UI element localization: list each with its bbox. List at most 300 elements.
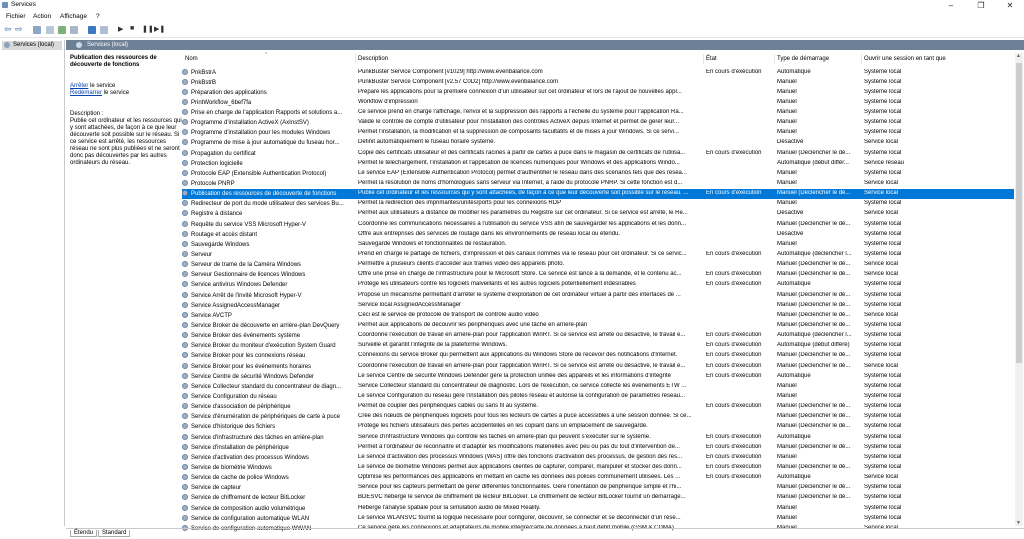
service-startup-type: Automatique (déclencher l... [777, 251, 852, 258]
gear-icon [76, 42, 82, 48]
service-logon-as: Système local [864, 342, 902, 349]
table-row[interactable] [182, 87, 1014, 97]
service-startup-type: Manuel (Déclencher le dé... [777, 261, 851, 268]
restart-service-link[interactable]: Redémarrer [70, 90, 103, 96]
service-description: Sauvegarde Windows et fonctionnalités de restauration. [358, 240, 507, 247]
service-gear-icon [182, 79, 188, 85]
service-name-cell [182, 89, 354, 96]
service-status: En cours d'exécution [706, 474, 762, 481]
service-description: Le service Configuration du réseau gère l'installation des pilotes réseau et autorise la configuration de paramètres réseau... [358, 393, 686, 399]
service-startup-type: Manuel (Déclencher le dé... [777, 190, 851, 197]
service-description: PunkBuster Service Component [v2.57 C0D2] http://www.evenbalance.com [358, 78, 559, 85]
service-startup-type: Manuel [777, 453, 797, 460]
table-row[interactable] [182, 209, 1014, 219]
service-logon-as: Système local [864, 68, 902, 75]
table-row[interactable] [182, 168, 1014, 178]
service-name: Service de configuration automatique WLAN [191, 515, 310, 522]
service-status: En cours d'exécution [706, 443, 762, 450]
description-pane [70, 55, 182, 167]
description-label: Description : [70, 111, 104, 117]
sort-ascending-icon: ^ [265, 52, 268, 58]
service-gear-icon [182, 109, 188, 115]
service-name-cell [182, 505, 354, 512]
table-row[interactable] [182, 321, 1014, 331]
service-logon-as: Service local [864, 180, 899, 187]
stop-service-link[interactable]: Arrêter [70, 83, 89, 89]
service-name: Service Centre de sécurité Windows Defender [191, 373, 315, 380]
service-logon-as: Système local [864, 149, 902, 156]
column-divider[interactable] [703, 54, 704, 64]
service-description: Publie cet ordinateur et les ressources qui y sont attachées, de façon à ce que leur découverte soit possible sur le réseau. ... [358, 190, 689, 197]
service-startup-type: Automatique (déclencher l... [777, 332, 852, 339]
service-gear-icon [182, 373, 188, 379]
table-row[interactable] [182, 402, 1014, 412]
menu-fichier[interactable]: Fichier [6, 13, 26, 20]
service-name: Redirecteur de port du mode utilisateur des services Bu... [191, 201, 344, 208]
service-name: Service d'historique des fichiers [191, 424, 276, 431]
service-logon-as: Service local [864, 311, 899, 318]
service-startup-type: Désactivé [777, 210, 804, 217]
service-description: Coordonne les communications nécessaires à l'utilisation du service VSS afin de sauvegarder les applications et les donn... [358, 220, 686, 227]
service-name: Routage et accès distant [191, 231, 258, 238]
service-gear-icon [182, 129, 188, 135]
table-row[interactable] [182, 442, 1014, 452]
forward-arrow-icon[interactable]: ⇨ [15, 24, 23, 34]
service-name-cell [182, 241, 354, 248]
service-description: Permet le téléchargement, l'installation et l'application de licences numériques pour Windows et des applications Windo... [358, 159, 680, 166]
service-startup-type: Désactivé [777, 230, 804, 237]
service-logon-as: Système local [864, 281, 902, 288]
vertical-scrollbar[interactable] [1015, 53, 1023, 526]
service-status: En cours d'exécution [706, 433, 762, 440]
scrollbar-thumb[interactable] [1016, 63, 1022, 363]
service-name: Programme de mise à jour automatique du fuseau hor... [191, 140, 340, 147]
service-startup-type: Manuel (Déclencher le dé... [777, 463, 851, 470]
service-logon-as: Système local [864, 372, 902, 379]
service-gear-icon [182, 190, 188, 196]
service-name: Service de chiffrement de lecteur BitLocker [191, 495, 306, 502]
service-description: Le service de biométrie Windows permet aux applications clientes de capturer, comparer, manipuler et stocker des donn... [358, 463, 682, 470]
column-divider[interactable] [355, 54, 356, 64]
service-description: Prépare les applications pour la première connexion d'un utilisateur sur cet ordinateur et lors de l'ajout de nouvelles appl... [358, 88, 682, 95]
service-gear-icon [182, 150, 188, 156]
service-status: En cours d'exécution [706, 453, 762, 460]
table-row[interactable] [182, 483, 1014, 493]
service-name: Service de capteur [191, 485, 242, 492]
selected-service-title: Publication des ressources de découverte de fonctions [70, 55, 157, 68]
service-name: Service Broker de découverte en arrière-plan DevQuery [191, 323, 340, 330]
service-logon-as: Service local [864, 190, 899, 197]
table-row[interactable] [182, 361, 1014, 371]
services-table [182, 67, 1014, 533]
service-logon-as: Système local [864, 200, 902, 207]
table-row[interactable] [182, 432, 1014, 442]
service-logon-as: Système local [864, 78, 902, 85]
service-startup-type: Manuel (Déclencher le dé... [777, 322, 851, 329]
service-description: Héberge l'analyse spatiale pour la simulation audio de Mixed Reality. [358, 504, 541, 511]
service-name: Service AssignedAccessManager [191, 302, 281, 309]
service-description: Ce service prend en charge l'affichage, l'envoi et la suppression des rapports à l'échelle du système pour l'application Ra... [358, 109, 684, 116]
service-name: Registre à distance [191, 211, 243, 218]
service-description: Permettre à plusieurs clients d'accéder aux trames vidéo des appareils photo. [358, 261, 565, 268]
service-description: Service Collecteur standard du concentrateur de diagnostic. Lors de l'exécution, ce service collecte les événements ETW ... [358, 382, 687, 389]
table-row[interactable] [182, 118, 1014, 128]
service-name-cell [182, 69, 354, 76]
service-description: Copie des certificats utilisateur et des certificats racines à partir de cartes à puce dans le magasin de certificats de l'utilisa... [358, 149, 686, 156]
service-status: En cours d'exécution [706, 342, 762, 349]
service-gear-icon [182, 160, 188, 166]
table-row[interactable] [182, 158, 1014, 168]
service-name: Service de cache de police Windows [191, 475, 289, 482]
service-startup-type: Manuel [777, 200, 797, 207]
service-logon-as: Système local [864, 88, 902, 95]
service-gear-icon [182, 302, 188, 308]
service-description: Offre aux entreprises des services de routage dans les environnements de réseau local ou étendu. [358, 230, 621, 237]
table-row[interactable] [182, 128, 1014, 138]
service-logon-as: Système local [864, 240, 902, 247]
help-icon[interactable] [88, 26, 96, 34]
service-name-cell [182, 139, 354, 146]
service-gear-icon [182, 210, 188, 216]
table-row[interactable] [182, 250, 1014, 260]
service-name-cell [182, 79, 354, 86]
table-row[interactable] [182, 493, 1014, 503]
service-status: En cours d'exécution [706, 372, 762, 379]
service-name-cell [182, 200, 354, 207]
service-name-cell [182, 251, 354, 258]
service-status: En cours d'exécution [706, 190, 762, 197]
service-name-cell [182, 423, 354, 430]
service-startup-type: Manuel [777, 169, 797, 176]
table-row[interactable] [182, 77, 1014, 87]
table-row[interactable] [182, 67, 1014, 77]
service-logon-as: Système local [864, 393, 902, 399]
pause-icon[interactable]: ❚❚ [142, 26, 154, 33]
table-row[interactable] [182, 513, 1014, 523]
service-description: Protège les fichiers utilisateurs des pertes accidentelles en les copiant dans un emplacement de sauvegarde. [358, 423, 648, 430]
service-description: Permet à l'ordinateur de reconnaître et d'adapter les modifications matérielles avec peu ou pas du tout d'intervention de... [358, 443, 680, 450]
table-row[interactable] [182, 138, 1014, 148]
service-description: Protège les utilisateurs contre les logiciels malveillants et les autres logiciels potentiellement indésirables [358, 281, 636, 288]
services-app-icon [2, 2, 8, 8]
table-row[interactable] [182, 239, 1014, 249]
service-gear-icon [182, 200, 188, 206]
service-startup-type: Manuel (Déclencher le dé... [777, 362, 851, 369]
menu-affichage[interactable]: Affichage [60, 13, 87, 20]
service-name-cell [182, 454, 354, 461]
service-gear-icon [182, 322, 188, 328]
service-logon-as: Système local [864, 504, 902, 511]
service-name-cell [182, 494, 354, 501]
service-logon-as: Système local [864, 484, 902, 491]
service-startup-type: Manuel (Déclencher le dé... [777, 271, 851, 278]
service-description: Coordonne l'exécution de travail en arrière-plan pour l'application WinRT. Si ce service est arrêté ou désactivé, le travail e... [358, 332, 686, 339]
service-logon-as: Service local [864, 271, 899, 278]
service-status: En cours d'exécution [706, 149, 762, 156]
service-name-cell [182, 271, 354, 278]
service-status: En cours d'exécution [706, 68, 762, 75]
service-name: Service d'activation des processus Windows [191, 454, 309, 461]
service-name: Service d'infrastructure des tâches en arrière-plan [191, 434, 324, 441]
service-startup-type: Manuel [777, 129, 797, 136]
service-name: Service Broker pour les événements horaires [191, 363, 312, 370]
service-name-cell [182, 383, 354, 390]
service-name-cell [182, 129, 354, 136]
service-name-cell [182, 464, 354, 471]
restart-icon[interactable]: ▶❚ [154, 26, 166, 33]
menu-action[interactable]: Action [33, 13, 52, 20]
column-divider[interactable] [861, 54, 862, 64]
service-startup-type: Manuel [777, 504, 797, 511]
view-icon[interactable] [100, 26, 108, 34]
service-gear-icon [182, 474, 188, 480]
service-gear-icon [182, 423, 188, 429]
service-gear-icon [182, 434, 188, 440]
service-startup-type: Automatique [777, 433, 811, 440]
service-description: Propose un mécanisme permettant d'arrêter le système d'exploitation de cet ordinateur virtuel à partir des interfaces de ... [358, 291, 681, 298]
service-description: Prend en charge le partage de fichiers, d'impression et des canaux nommés via le réseau pour cet ordinateur. Si ce servic... [358, 251, 687, 258]
service-name: PnkBstrB [191, 79, 217, 86]
service-name: Service Broker pour les connexions réseau [191, 353, 306, 360]
table-row[interactable] [182, 473, 1014, 483]
service-startup-type: Manuel [777, 382, 797, 389]
service-name: Service d'installation de périphérique [191, 444, 289, 451]
service-gear-icon [182, 139, 188, 145]
service-logon-as: Système local [864, 109, 902, 116]
service-description: Workflow d'impression [358, 98, 418, 105]
scroll-up-icon[interactable]: ▲ [1016, 53, 1021, 59]
service-gear-icon [182, 231, 188, 237]
table-row[interactable] [182, 270, 1014, 280]
stop-icon[interactable]: ■ [130, 25, 135, 32]
service-logon-as: Système local [864, 291, 902, 298]
service-name-cell [182, 150, 354, 157]
service-description: Permet l'installation, la modification et la suppression de composants facultatifs et de mises à jour Windows. Si ce servi... [358, 129, 679, 136]
service-name: Service antivirus Windows Defender [191, 282, 288, 289]
service-gear-icon [182, 251, 188, 257]
service-name-cell [182, 170, 354, 177]
service-gear-icon [182, 261, 188, 267]
service-name: Service Collecteur standard du concentrateur de diagn... [191, 383, 342, 390]
service-name-cell [182, 261, 354, 268]
table-row[interactable] [182, 108, 1014, 118]
service-status: En cours d'exécution [706, 362, 762, 369]
service-description: BDESVC héberge le service de chiffrement de lecteur BitLocker. Le chiffrement de lecteur BitLocker fournit un démarrage... [358, 494, 686, 501]
service-description: Le service WLANSVC fournit la logique nécessaire pour configurer, découvrir, se connecter et se déconnecter d'un rése... [358, 514, 681, 521]
table-row[interactable] [182, 97, 1014, 107]
service-name: Service de configuration automatique WWAN [191, 525, 312, 532]
service-gear-icon [182, 352, 188, 358]
service-gear-icon [182, 292, 188, 298]
scroll-down-icon[interactable]: ▼ [1016, 520, 1021, 526]
service-startup-type: Automatique [777, 281, 811, 288]
service-startup-type: Automatique [777, 474, 811, 481]
close-button[interactable]: ✕ [1006, 1, 1014, 10]
service-logon-as: Système local [864, 332, 902, 339]
column-header-name[interactable]: Nom [185, 56, 198, 62]
service-logon-as: Service local [864, 139, 899, 146]
service-name: Requête du service VSS Microsoft Hyper-V [191, 221, 307, 228]
tree-item-label: Services (local) [13, 42, 55, 48]
gear-icon [4, 42, 10, 48]
service-name: Service Arrêt de l'invité Microsoft Hyper-V [191, 292, 302, 299]
table-row[interactable] [182, 300, 1014, 310]
service-startup-type: Manuel (Déclencher le dé... [777, 220, 851, 227]
title-bar [0, 0, 1024, 11]
service-gear-icon [182, 281, 188, 287]
service-logon-as: Système local [864, 301, 902, 308]
service-logon-as: Système local [864, 230, 902, 237]
menu-bar [0, 12, 1024, 22]
table-row[interactable] [182, 148, 1014, 158]
service-description: Le service EAP (Extensible Authentication Protocol) permet d'authentifier le réseau dans des scénarios tels que des résea... [358, 169, 687, 176]
tab-standard[interactable]: Standard [98, 530, 130, 537]
console-tree [0, 40, 65, 526]
service-description: Surveille et garantit l'intégrité de la plateforme Windows. [358, 342, 508, 349]
table-row[interactable] [182, 371, 1014, 381]
service-gear-icon [182, 342, 188, 348]
service-startup-type: Automatique (début différé) [777, 342, 850, 349]
service-logon-as: Système local [864, 129, 902, 136]
service-gear-icon [182, 444, 188, 450]
table-row[interactable] [182, 189, 1014, 199]
service-name-cell [182, 515, 354, 522]
toolbar [0, 23, 1024, 38]
service-gear-icon [182, 515, 188, 521]
service-logon-as: Service local [864, 524, 899, 531]
tree-item-services-local[interactable] [2, 41, 62, 50]
service-startup-type: Manuel (Déclencher le dé... [777, 403, 851, 410]
table-row[interactable] [182, 452, 1014, 462]
service-logon-as: Système local [864, 220, 902, 227]
console-tree-icon[interactable] [33, 26, 41, 34]
service-name: Programme d'installation pour les modules Windows [191, 130, 331, 137]
service-startup-type: Manuel (Déclencher le dé... [777, 301, 851, 308]
table-row[interactable] [182, 310, 1014, 320]
service-name: Propagation du certificat [191, 150, 256, 157]
table-row[interactable] [182, 462, 1014, 472]
restart-suffix: le service [102, 90, 130, 96]
service-description: Permet la résolution de noms d'homologues sans serveur via Internet, à l'aide du protocole PNRP. Si cette fonction est d... [358, 180, 683, 187]
table-row[interactable] [182, 179, 1014, 189]
properties-icon[interactable] [46, 26, 54, 34]
export-list-icon[interactable] [70, 26, 78, 34]
service-name-cell [182, 332, 354, 339]
service-startup-type: Automatique (début différ... [777, 159, 849, 166]
service-startup-type: Manuel (Déclencher le dé... [777, 311, 851, 318]
service-name: Service de composition audio volumétrique [191, 505, 306, 512]
menu-help[interactable]: ? [96, 13, 100, 20]
table-row[interactable] [182, 341, 1014, 351]
service-name-cell [182, 484, 354, 491]
service-description: Connexions du service Broker qui permettent aux applications du Windows Store de recevoir des notifications d'Internet. [358, 352, 678, 359]
table-row[interactable] [182, 392, 1014, 402]
service-gear-icon [182, 484, 188, 490]
refresh-icon[interactable] [58, 26, 66, 34]
service-startup-type: Manuel [777, 240, 797, 247]
service-name-cell [182, 119, 354, 126]
service-name: Serveur Gestionnaire de licences Windows [191, 272, 306, 279]
service-name-cell [182, 474, 354, 481]
column-divider[interactable] [774, 54, 775, 64]
service-gear-icon [182, 403, 188, 409]
table-row[interactable] [182, 503, 1014, 513]
service-description: Permet de coupler des périphériques câblés ou sans fil au système. [358, 403, 539, 410]
table-row[interactable] [182, 351, 1014, 361]
column-header-status[interactable]: État [706, 56, 717, 62]
table-row[interactable] [182, 199, 1014, 209]
service-name: Service d'énumération de périphériques de carte à puce [191, 414, 340, 421]
panel-header-title: Services (local) [87, 41, 129, 48]
table-row[interactable] [182, 280, 1014, 290]
service-logon-as: Système local [864, 453, 902, 460]
back-arrow-icon[interactable]: ⇦ [4, 24, 12, 34]
service-startup-type: Manuel (Déclencher le dé... [777, 352, 851, 359]
service-name-cell [182, 322, 354, 329]
service-startup-type: Manuel (Déclencher le dé... [777, 413, 851, 420]
table-row[interactable] [182, 412, 1014, 422]
table-row[interactable] [182, 422, 1014, 432]
table-row[interactable] [182, 229, 1014, 239]
service-gear-icon [182, 413, 188, 419]
table-row[interactable] [182, 260, 1014, 270]
play-icon[interactable]: ▶ [118, 26, 124, 33]
service-logon-as: Système local [864, 514, 902, 521]
table-row[interactable] [182, 290, 1014, 300]
service-name: PnkBstrA [191, 69, 217, 76]
maximize-button[interactable]: ❐ [977, 1, 985, 10]
service-description: Service pour les capteurs permettant de gérer différentes fonctionnalités. Gère l'orientation de périphérique simple et l'hi... [358, 484, 682, 491]
service-logon-as: Système local [864, 382, 902, 389]
service-startup-type: Manuel [777, 524, 797, 531]
service-gear-icon [182, 180, 188, 186]
column-header-description[interactable]: Description [358, 56, 389, 62]
service-status: En cours d'exécution [706, 281, 762, 288]
service-gear-icon [182, 505, 188, 511]
service-startup-type: Manuel (Déclencher le dé... [777, 494, 851, 501]
service-name-cell [182, 352, 354, 359]
table-row[interactable] [182, 219, 1014, 229]
tab-extended[interactable]: Étendu [70, 530, 97, 537]
service-description: Permet aux applications de découvrir les périphériques avec une tâche en arrière-plan [358, 322, 588, 329]
service-name-cell [182, 373, 354, 380]
service-description: Service d'infrastructure Windows qui contrôle les tâches en arrière-plan qui peuvent s'exécuter sur le système. [358, 433, 651, 440]
service-name: Sauvegarde Windows [191, 241, 250, 248]
service-description: Crée des nœuds de périphériques logiciels pour tous les lecteurs de cartes à puce accessibles à une session donnée. Si ce... [358, 413, 692, 420]
service-logon-as: Système local [864, 413, 902, 420]
service-logon-as: Système local [864, 322, 902, 329]
panel-header [66, 40, 1024, 50]
service-description: Le service d'activation des processus Windows (WAS) offre des fonctions d'activation des processus, de gestion des res... [358, 453, 683, 460]
column-header-logon-as[interactable]: Ouvrir une session en tant que [864, 56, 946, 62]
column-header-startup-type[interactable]: Type de démarrage [777, 56, 830, 62]
table-row[interactable] [182, 381, 1014, 391]
table-row[interactable] [182, 331, 1014, 341]
description-text: Publie cet ordinateur et les ressources qui y sont attachées, de façon à ce que leur découverte soit possible sur le réseau. Si ce service est arrêté, les ressources réseau ne sont plus publiées et ne seront donc pas découvertes par les autres ordinateurs du réseau. [70, 118, 182, 166]
service-description: Coordonne l'exécution de travail en arrière-plan pour l'application WinRT. Si ce service est arrêté ou désactivé, le travail e... [358, 362, 686, 369]
minimize-button[interactable]: – [948, 1, 954, 10]
service-description: Service local AssignedAccessManager [358, 301, 462, 308]
service-name: Service AVCTP [191, 312, 232, 319]
service-description: Permet aux utilisateurs à distance de modifier les paramètres du Registre sur cet ordinateur. Si ce service est arrêté, le Re... [358, 210, 688, 217]
service-gear-icon [182, 271, 188, 277]
service-logon-as: Service local [864, 210, 899, 217]
service-description: Optimise les performances des applications en mettant en cache les données des polices communément utilisées. Les ... [358, 474, 681, 481]
service-logon-as: Système local [864, 423, 902, 430]
service-gear-icon [182, 383, 188, 389]
service-name-cell [182, 190, 354, 197]
service-name: Publication des ressources de découverte de fonctions [191, 191, 337, 198]
